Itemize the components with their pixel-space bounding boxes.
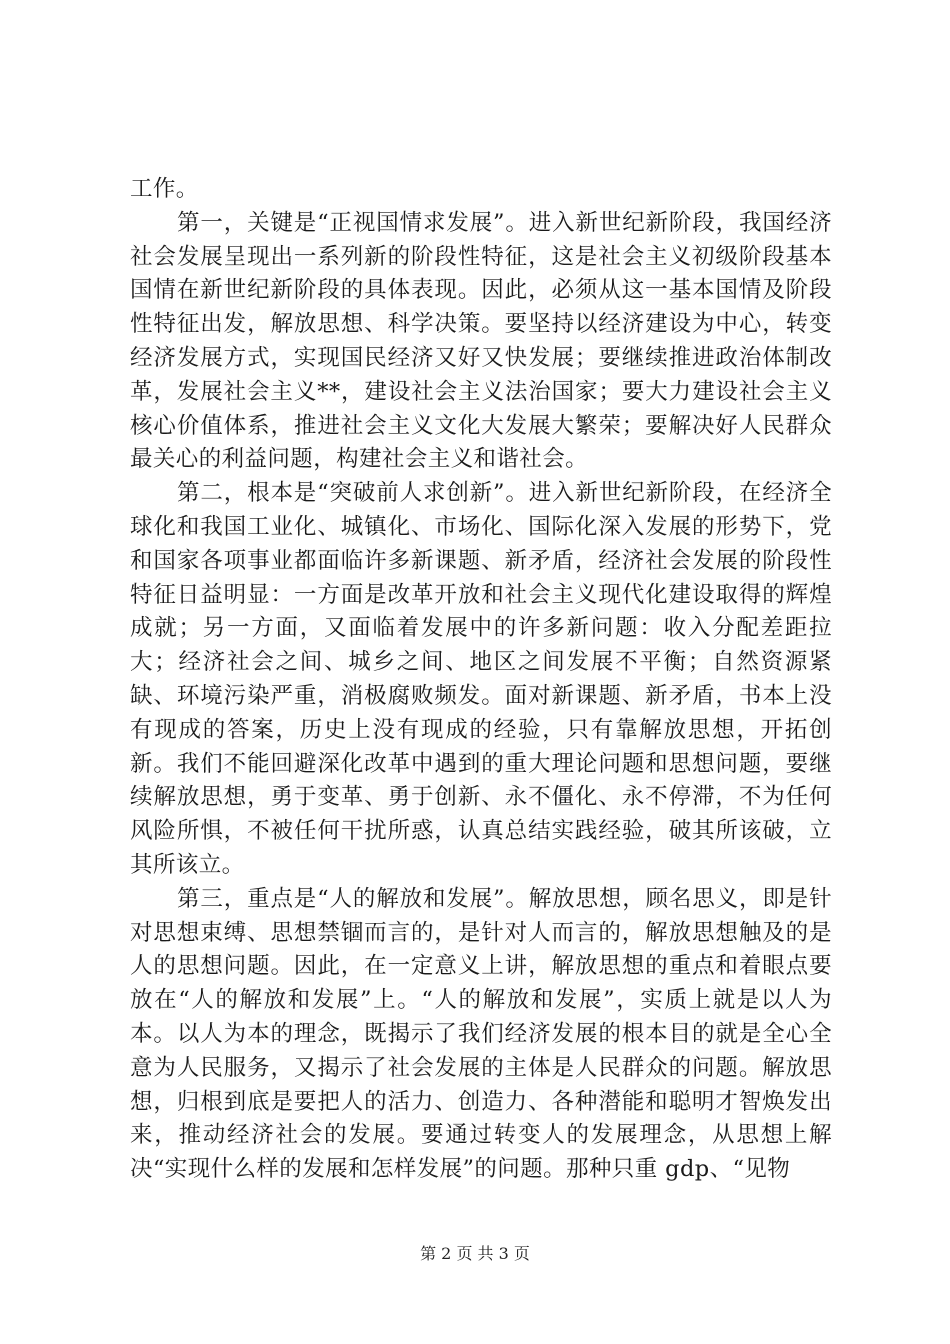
paragraph-second-point: 第二，根本是“突破前人求创新”。进入新世纪新阶段，在经济全球化和我国工业化、城镇化、市场化、国际化深入发展的形势下，党和国家各项事业都面临许多新课题、新矛盾，经济社会发展的阶段性特征日益明显：一方面是改革开放和社会主义现代化建设取得的辉煌成就；另一方面，又面临着发展中的许多新问题：收入分配差距拉大；经济社会之间、城乡之间、地区之间发展不平衡；自然资源紧缺、环境污染严重，消极腐败频发。面对新课题、新矛盾，书本上没有现成的答案，历史上没有现成的经验，只有靠解放思想，开拓创新。我们不能回避深化改革中遇到的重大理论问题和思想问题，要继续解放思想，勇于变革、勇于创新、永不僵化、永不停滞，不为任何风险所惧，不被任何干扰所惑，认真总结实践经验，破其所该破，立其所该立。 bbox=[130, 480, 832, 878]
paragraph-first-point: 第一，关键是“正视国情求发展”。进入新世纪新阶段，我国经济社会发展呈现出一系列新的阶段性特征，这是社会主义初级阶段基本国情在新世纪新阶段的具体表现。因此，必须从这一基本国情及阶段性特征出发，解放思想、科学决策。要坚持以经济建设为中心，转变经济发展方式，实现国民经济又好又快发展；要继续推进政治体制改革，发展社会主义**，建设社会主义法治国家；要大力建设社会主义核心价值体系，推进社会主义文化大发展大繁荣；要解决好人民群众最关心的利益问题，构建社会主义和谐社会。 bbox=[130, 209, 832, 473]
paragraph-continuation: 工作。 bbox=[130, 176, 199, 202]
page-footer: 第 2 页 共 3 页 bbox=[420, 1244, 530, 1263]
paragraph-third-point: 第三，重点是“人的解放和发展”。解放思想，顾名思义，即是针对思想束缚、思想禁锢而言的，是针对人而言的，解放思想触及的是人的思想问题。因此，在一定意义上讲，解放思想的重点和着眼点要放在“人的解放和发展”上。“人的解放和发展”，实质上就是以人为本。以人为本的理念，既揭示了我们经济发展的根本目的就是全心全意为人民服务，又揭示了社会发展的主体是人民群众的问题。解放思想，归根到底是要把人的活力、创造力、各种潜能和聪明才智焕发出来，推动经济社会的发展。要通过转变人的发展理念，从思想上解决“实现什么样的发展和怎样发展”的问题。那种只重 gdp、“见物 bbox=[130, 885, 832, 1183]
document-body bbox=[130, 173, 832, 1187]
